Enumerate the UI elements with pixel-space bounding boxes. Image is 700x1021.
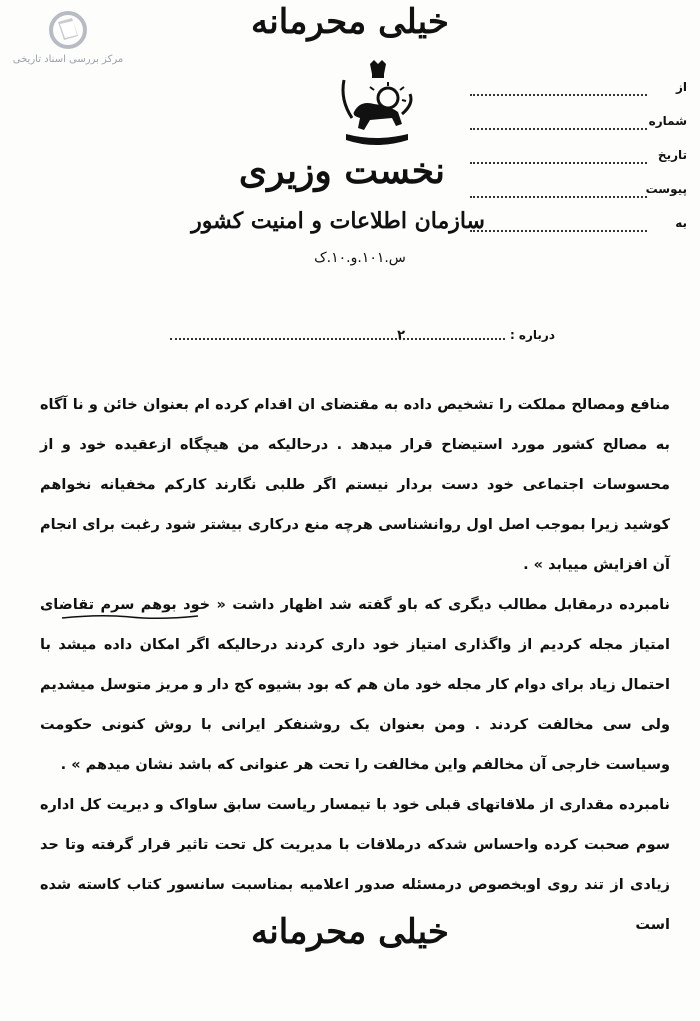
meta-dotted-line (470, 196, 647, 198)
reference-code: س.۱۰۱.و.۱۰.ک (314, 250, 406, 266)
meta-field-number (470, 114, 695, 148)
meta-label: به (675, 216, 687, 230)
subject-dotted-line (170, 338, 505, 340)
meta-label: تاریخ (657, 148, 687, 162)
letter-meta-fields (470, 80, 695, 250)
classification-bottom: خیلی محرمانه (251, 912, 449, 952)
office-title: نخست وزیری (238, 150, 445, 192)
letter-body (40, 385, 670, 945)
watermark-text: مرکز بررسی اسناد تاریخی (12, 54, 124, 65)
subject-line (170, 328, 555, 350)
subject-mark: ۲ (397, 328, 405, 343)
meta-label: پیوست (645, 182, 687, 196)
meta-field-date (470, 148, 695, 182)
body-paragraph: منافع ومصالح مملکت را تشخیص داده به مقتضای ان اقدام کرده ام بعنوان خائن و نا آگاه به مصالح کشور مورد استیضاح قرار میدهد . درحالیکه من هیچگاه ازعقیده خود و از محسوسات اجتماعی خود دست بردار نیستم اگر طلبی نگارند کارکم مخفیانه نخواهم کوشید زیرا بموجب اصل اول روانشناسی هرچه منع درکاری بیشتر شود رغبت برای انجام آن افزایش مییابد » . (40, 397, 670, 573)
body-paragraph: نامبرده مقداری از ملاقاتهای قبلی خود با تیمسار ریاست سابق ساواک و دیریت کل اداره سوم صحبت کرده واحساس شدکه درملاقات با مدیریت کل تحت تاثیر قرار گرفته وتا حد زیادی از تند روی اوبخصوص درمسئله صدور اعلامیه بمناسبت سانسور کتاب کاسته شده است (40, 797, 670, 933)
lion-and-sun-emblem-icon (330, 60, 422, 156)
meta-label: از (675, 80, 687, 94)
meta-dotted-line (470, 162, 647, 164)
meta-label: شماره (648, 114, 687, 128)
meta-dotted-line (470, 94, 647, 96)
classification-top: خیلی محرمانه (251, 2, 449, 42)
body-paragraph: نامبرده درمقابل مطالب دیگری که باو گفته شد اظهار داشت « خود بوهم سرم تقاضای امتیاز مجله کردیم از واگذاری امتیاز خود داری کردند درحالیکه اگر امکان داده میشد با احتمال زیاد برای دوام کار مجله خود مان هم که بود بشیوه کج دار و مریز متوسل میشدیم ولی سی مخالفت کردند . ومن بعنوان یک روشنفکر ایرانی با روش کنونی حکومت وسیاست خارجی آن مخالفم واین مخالفت را تحت هر عنوانی که باشد نشان میدهم » . (40, 597, 670, 773)
meta-dotted-line (470, 128, 647, 130)
meta-dotted-line (470, 230, 647, 232)
meta-field-to (470, 216, 695, 250)
organization-title: سازمان اطلاعات و امنیت کشور (191, 208, 485, 234)
handwritten-underline (60, 612, 200, 622)
subject-label: درباره : (509, 328, 555, 342)
meta-field-from (470, 80, 695, 114)
meta-field-attachment (470, 182, 695, 216)
